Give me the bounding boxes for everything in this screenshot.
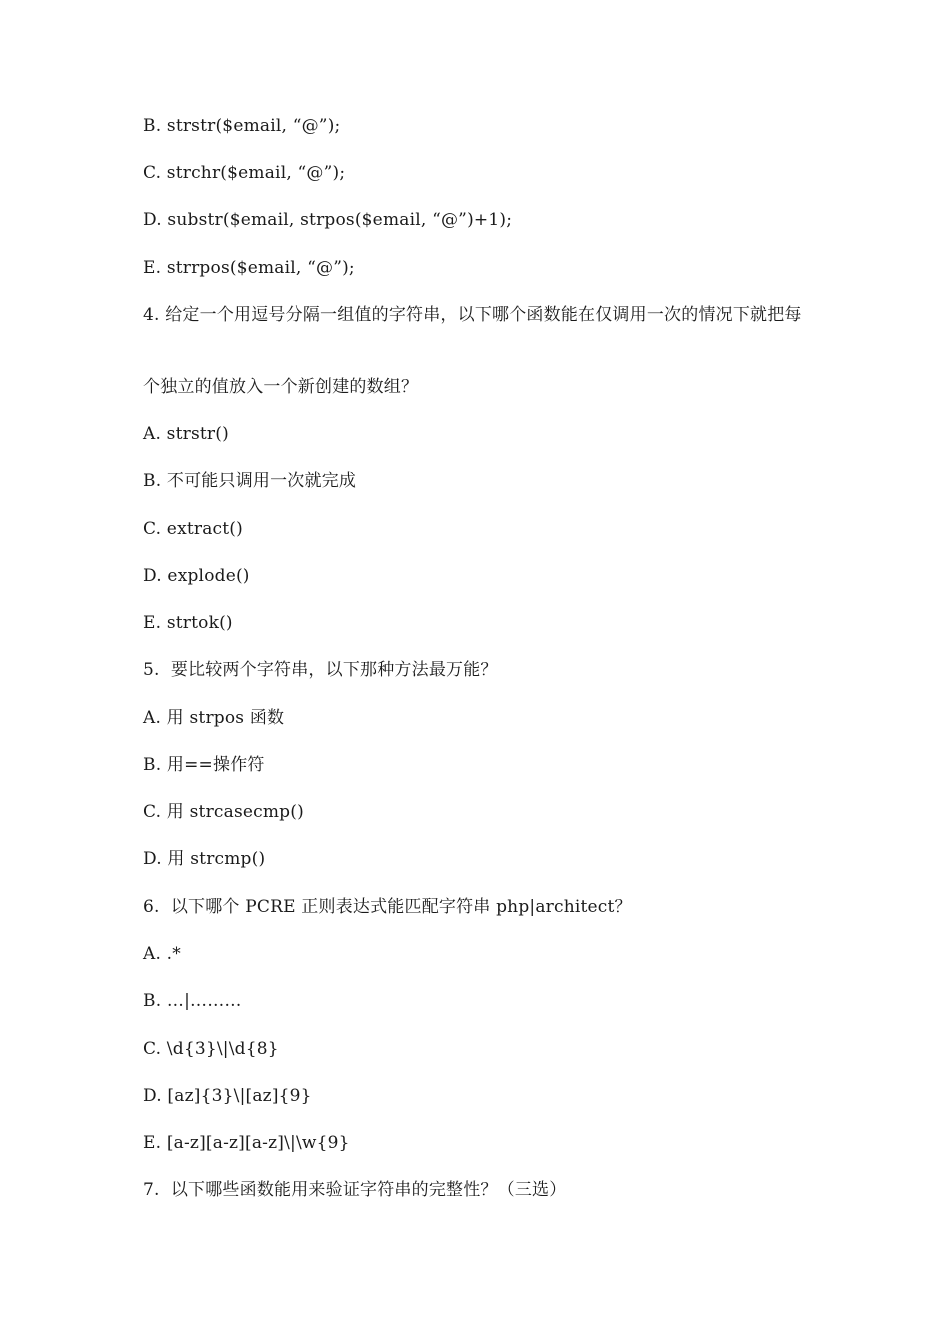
option-line: C. 用 strcasecmp() <box>143 802 304 822</box>
question-7-text: 7. 以下哪些函数能用来验证字符串的完整性？（三选） <box>143 1180 567 1200</box>
question-5-text: 5. 要比较两个字符串，以下那种方法最万能？ <box>143 660 498 680</box>
option-line: E. strrpos($email, “@”); <box>143 258 355 278</box>
question-6-text: 6. 以下哪个 PCRE 正则表达式能匹配字符串 php|architect？ <box>143 897 632 917</box>
option-line: B. …|……… <box>143 991 242 1011</box>
option-line: D. substr($email, strpos($email, “@”)+1); <box>143 210 513 230</box>
option-line: E. [a-z][a-z][a-z]\|\w{9} <box>143 1133 350 1153</box>
option-line: D. explode() <box>143 566 250 586</box>
option-line: D. [az]{3}\|[az]{9} <box>143 1086 312 1106</box>
option-line: B. 用==操作符 <box>143 755 265 775</box>
option-line: A. 用 strpos 函数 <box>143 708 285 728</box>
option-line: C. \d{3}\|\d{8} <box>143 1039 279 1059</box>
option-line: A. .* <box>143 944 181 964</box>
question-4-continuation: 个独立的值放入一个新创建的数组？ <box>143 377 419 397</box>
option-line: D. 用 strcmp() <box>143 849 266 869</box>
option-line: B. 不可能只调用一次就完成 <box>143 471 357 491</box>
option-line: B. strstr($email, “@”); <box>143 116 341 136</box>
option-line: E. strtok() <box>143 613 233 633</box>
option-line: C. strchr($email, “@”); <box>143 163 346 183</box>
option-line: A. strstr() <box>143 424 229 444</box>
question-4-text: 4. 给定一个用逗号分隔一组值的字符串，以下哪个函数能在仅调用一次的情况下就把每 <box>143 305 802 325</box>
option-line: C. extract() <box>143 519 243 539</box>
